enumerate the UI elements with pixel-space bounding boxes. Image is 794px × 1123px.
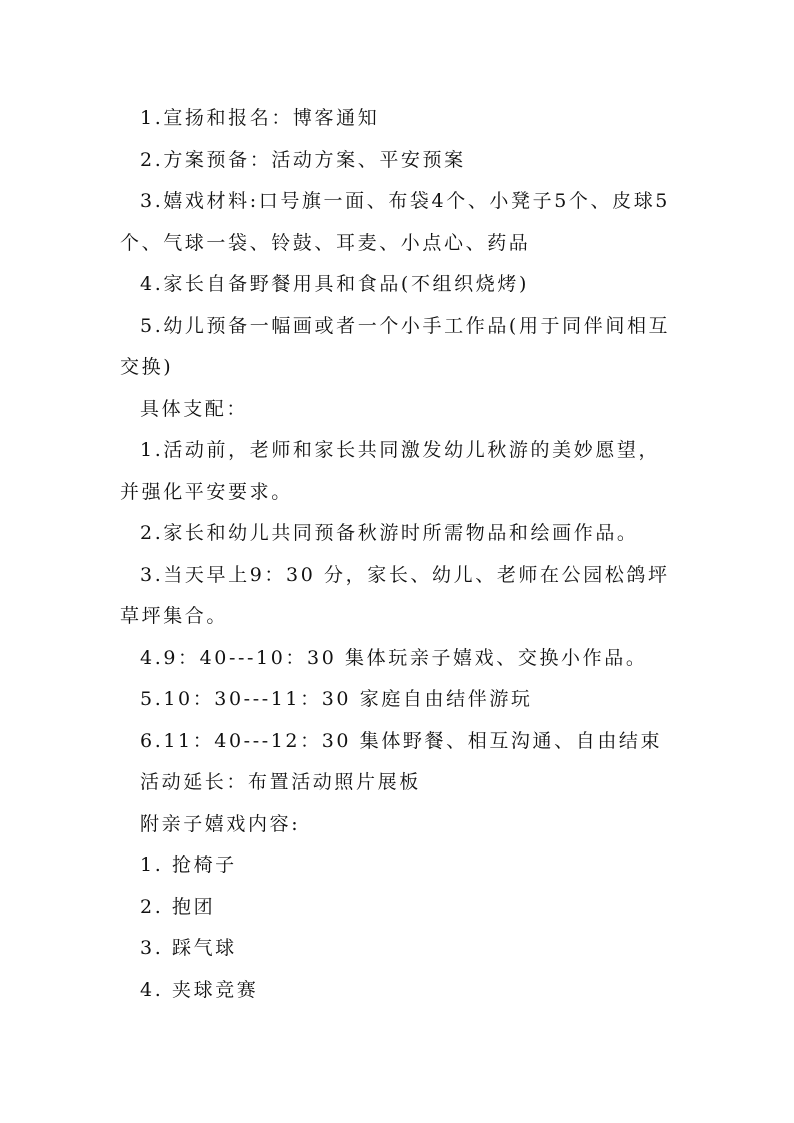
game-item: 4. 夹球竞赛 (140, 978, 259, 1001)
section-heading-arrangement: 具体支配： (140, 397, 249, 420)
paragraph-materials: 3.嬉戏材料:口号旗一面、布袋4个、小凳子5个、皮球5个、气球一袋、铃鼓、耳麦、小点心、药品 (120, 190, 670, 254)
game-item: 1. 抢椅子 (140, 854, 237, 876)
paragraph-schedule-picnic: 6.11：40---12：30 集体野餐、相互沟通、自由结束 (140, 729, 663, 752)
paragraph-schedule-free-play: 5.10：30---11：30 家庭自由结伴游玩 (140, 688, 533, 710)
game-item: 2. 抱团 (140, 895, 216, 918)
paragraph-before-activity: 1.活动前，老师和家长共同激发幼儿秋游的美妙愿望，并强化平安要求。 (120, 439, 661, 503)
paragraph-publicity: 1.宣扬和报名：博客通知 (140, 107, 380, 129)
paragraph-artwork: 5.幼儿预备一幅画或者一个小手工作品(用于同伴间相互交换) (120, 314, 671, 378)
paragraph-picnic-gear: 4.家长自备野餐用具和食品(不组织烧烤) (140, 273, 529, 295)
paragraph-gathering: 3.当天早上9：30 分，家长、幼儿、老师在公园松鸽坪草坪集合。 (120, 563, 670, 627)
document-body (120, 98, 680, 1011)
game-item: 3. 踩气球 (140, 937, 237, 959)
paragraph-prepare-items: 2.家长和幼儿共同预备秋游时所需物品和绘画作品。 (140, 522, 639, 544)
paragraph-plan: 2.方案预备：活动方案、平安预案 (140, 148, 466, 171)
paragraph-extension: 活动延长：布置活动照片展板 (140, 771, 421, 793)
section-heading-games: 附亲子嬉戏内容: (140, 812, 301, 835)
paragraph-schedule-games: 4.9：40---10：30 集体玩亲子嬉戏、交换小作品。 (140, 646, 648, 669)
